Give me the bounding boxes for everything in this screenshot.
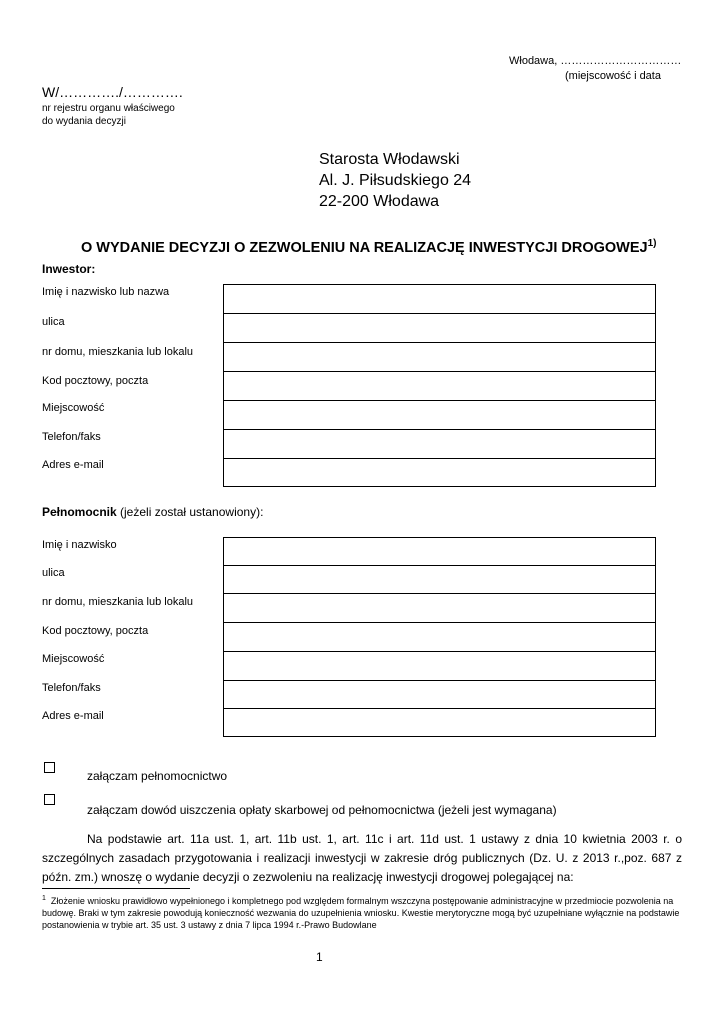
investor-city-label: Miejscowość [42,402,105,414]
proxy-city-field[interactable] [223,651,656,681]
addressee-name: Starosta Włodawski [319,151,460,168]
investor-phone-label: Telefon/faks [42,431,101,443]
place-date-caption: (miejscowość i data [565,70,661,82]
footnote-separator [42,888,190,889]
proxy-email-label: Adres e-mail [42,710,104,722]
proxy-name-label: Imię i nazwisko [42,539,117,551]
place-date-field: Włodawa, …………………………… [509,55,682,67]
proxy-house-number-label: nr domu, mieszkania lub lokalu [42,596,194,608]
proxy-phone-label: Telefon/faks [42,682,101,694]
investor-street-label: ulica [42,316,65,328]
page-number: 1 [316,950,323,964]
stamp-duty-label: załączam dowód uiszczenia opłaty skarbowej od pełnomocnictwa (jeżeli jest wymagana) [87,803,557,817]
investor-email-field[interactable] [223,458,656,487]
proxy-heading-note: (jeżeli został ustanowiony): [116,505,264,519]
form-title-text: O WYDANIE DECYZJI O ZEZWOLENIU NA REALIZACJĘ INWESTYCJI DROGOWEJ [81,239,648,256]
investor-house-number-label: nr domu, mieszkania lub lokalu [42,346,194,358]
registry-caption-line2: do wydania decyzji [42,116,126,127]
title-footnote-ref: 1) [647,238,657,249]
proxy-email-field[interactable] [223,708,656,737]
stamp-duty-checkbox[interactable] [44,794,55,805]
footnote-text: Złożenie wniosku prawidłowo wypełnionego i kompletnego pod względem formalnym wszczyna postępowanie administracyjne w przedmiocie pozwolenia na budowę. Braki w tym zakresie powodują konieczność wezwania do uzupełnienia wniosku. Kwestie merytoryczne mogą być uzupełniane wyłącznie na podstawie postanowienia w trybie art. 35 ust. 3 ustawy z dnia 7 lipca 1994 r.-Prawo Budowlane [42,896,680,930]
investor-city-field[interactable] [223,400,656,430]
proxy-postal-code-label: Kod pocztowy, poczta [42,625,149,637]
footnote [42,893,682,931]
proxy-postal-code-field[interactable] [223,622,656,652]
proxy-street-label: ulica [42,567,65,579]
proxy-street-field[interactable] [223,565,656,594]
power-of-attorney-label: załączam pełnomocnictwo [87,769,228,783]
addressee-city: 22-200 Włodawa [319,193,440,210]
proxy-heading-bold: Pełnomocnik [42,505,117,519]
registry-number: W/…………./…………. [42,84,183,100]
investor-postal-code-label: Kod pocztowy, poczta [42,375,149,387]
investor-postal-code-field[interactable] [223,371,656,401]
proxy-house-number-field[interactable] [223,593,656,623]
investor-name-field[interactable] [223,284,656,314]
power-of-attorney-checkbox[interactable] [44,762,55,773]
proxy-city-label: Miejscowość [42,653,105,665]
registry-caption-line1: nr rejestru organu właściwego [42,103,175,114]
footnote-marker: 1 [42,895,46,902]
investor-email-label: Adres e-mail [42,459,104,471]
investor-name-label: Imię i nazwisko lub nazwa [42,286,170,298]
legal-basis-paragraph: Na podstawie art. 11a ust. 1, art. 11b ust. 1, art. 11c i art. 11d ust. 1 ustawy z dnia 10 kwietnia 2003 r. o szczególnych zasadach przygotowania i realizacji inwestycji w zakresie dróg publicznych (Dz. U. z 2013 r.,poz. 687 z późn. zm.) wnoszę o wydanie decyzji o zezwoleniu na realizację inwestycji drogowej polegającej na: [42,832,682,884]
investor-house-number-field[interactable] [223,342,656,372]
form-title [81,238,657,256]
proxy-name-field[interactable] [223,537,656,566]
proxy-phone-field[interactable] [223,680,656,709]
investor-street-field[interactable] [223,313,656,343]
investor-heading: Inwestor: [42,262,96,276]
addressee-street: Al. J. Piłsudskiego 24 [319,172,472,189]
investor-phone-field[interactable] [223,429,656,459]
proxy-heading [42,505,263,519]
